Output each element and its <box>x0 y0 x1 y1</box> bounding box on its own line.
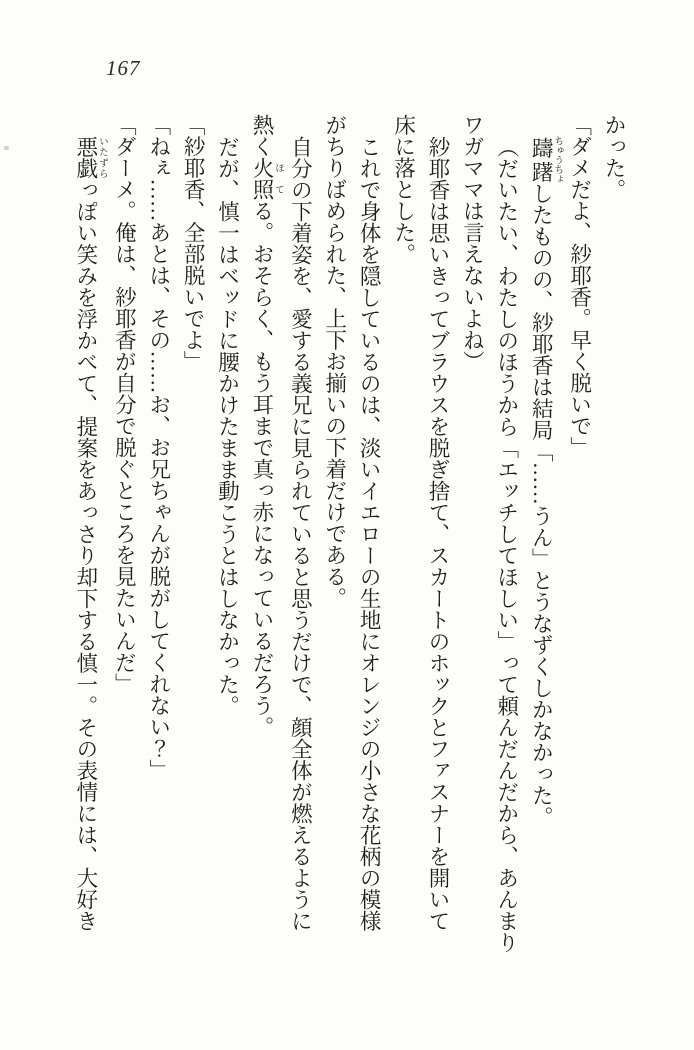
scan-artifact <box>4 146 9 150</box>
text-line: 「ダメだよ、紗耶香。早く脱いで」 <box>567 114 592 458</box>
text-line: がちりばめられた、上下お揃いの下着だけである。 <box>322 114 347 609</box>
text-block <box>69 114 632 954</box>
text-line: かった。 <box>602 114 626 200</box>
text-line: これで身体を隠しているのは、淡いイエローの生地にオレンジの小さな花柄の模様 <box>357 135 382 931</box>
furigana-ruby: 躊躇 ちゅうちょ <box>529 135 563 183</box>
text-line: 床に落とした。 <box>391 114 416 265</box>
text-line: ワガママは言えないよね） <box>460 114 485 372</box>
text-line: 「紗耶香、全部脱いでよ」 <box>181 114 206 372</box>
page-number: 167 <box>106 56 141 80</box>
text-line: 悪戯 いたずらっぽい笑みを浮かべて、提案をあっさり却下する慎一。その表情には、大好き <box>73 135 107 931</box>
text-line: 「ダーメ。俺は、紗耶香が自分で脱ぐところを見たいんだ」 <box>112 114 137 695</box>
text-line: だが、慎一はベッドに腰かけたまま動こうとはしなかった。 <box>215 135 240 716</box>
text-line: （だいたい、わたしのほうから「エッチしてほしい」って頼んだんだから、あんまり <box>494 135 519 953</box>
text-line: 熱く火照 ほてる。おそらく、もう耳まで真っ赤になっているだろう。 <box>249 114 283 738</box>
text-line: 自分の下着姿を、愛する義兄に見られていると思うだけで、顔全体が燃えるように <box>288 135 313 931</box>
furigana-ruby: 悪戯 いたずら <box>73 135 107 179</box>
furigana-ruby: 火照 ほて <box>249 157 283 200</box>
text-line: 紗耶香は思いきってブラウスを脱ぎ捨て、スカートのホックとファスナーを開いて <box>425 135 450 931</box>
text-line: 躊躇 ちゅうちょしたものの、紗耶香は結局「……うん」とうなずくしかなかった。 <box>529 135 563 827</box>
text-line: 「ねぇ……あとは、その……お、お兄ちゃんが脱がしてくれない？」 <box>146 114 171 781</box>
